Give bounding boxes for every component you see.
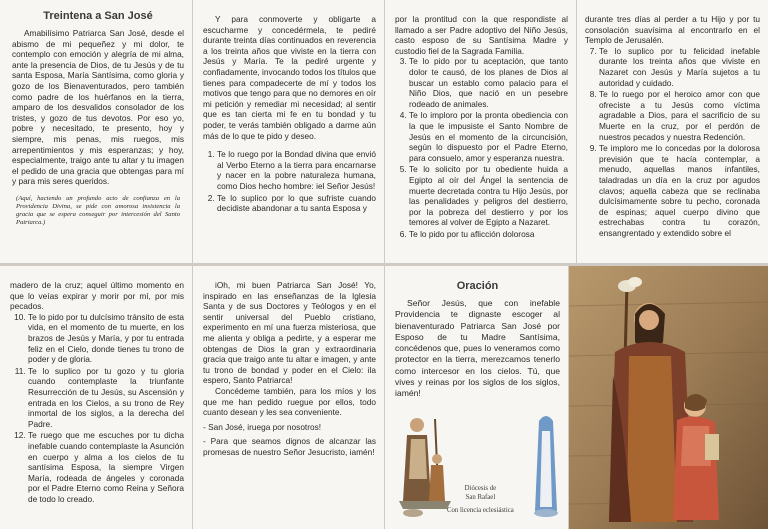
petition-list-7-9 [585,46,760,239]
back-cover-art [395,403,560,523]
virgin-mary-illustration [531,411,561,519]
diocese-credits [447,484,514,515]
petition-item: 2. Te lo suplico por lo que sufriste cuando decidiste abandonar a tu santa Esposa y [217,193,376,214]
petition-list-10-12 [10,312,184,505]
panel-oracion [385,266,568,529]
instruction-note: (Aquí, haciendo un profundo acto de confianza en la Providencia Divina, se pide con amorosa insistencia la gracia que se espera conseguir por intercesión del Santo Patriarca.) [16,194,180,226]
petition-item: 1. Te lo ruego por la Bondad divina que envió al Verbo Eterno a la tierra para encarnarse y nacer en la pobre naturaleza humana, como Dios hecho hombre: iel Señor Jesús! [217,149,376,191]
petition-intro: Y para conmoverte y obligarte a escucharme y concedérmela, te pediré durante treinta días continuados en reverencia a los treinta años que viviste en la tierra con Jesús y María. Te la pediré urgente y confiadamente, invocando todos los títulos que tienes para compadecerte de mí y todos los motivos que tengo para que no demores en oír mi petición y remediar mi necesidad; al sentir que es tan cierta mi fe en tu bondad y tu poder, te verás también obligado a darme aún más de lo que te pido y deseo. [203,14,376,141]
invocation-text: Amabilísimo Patriarca San José, desde el abismo de mi pequeñez y mi dolor, te contemplo con emoción y alegría de mi alma, ante la presencia de Dios, de tu Jesús y de tu santa Esposa, María Santísima, como gloria y gozo de los Bienaventurados, pero también como padre de los huérfanos en la tierra, amparo de los desvalidos consolador de los tristes, y gozo de tus devotos. Por eso yo, pobre y necesitado, te presento, hoy y siempre, mis penas, mis ruegos, mis arrepentimientos y mis esperanzas; y hoy, especialmente, traigo ante tu altar y tu imagen el pedido de una gracia que obtengas para mí y para mis seres queridos. [12,28,184,187]
petition-continuation: durante tres días al perder a tu Hijo y por tu consolación suavísima al encontrarlo en el Templo de Jerusalén. [585,14,760,46]
petition-continuation: madero de la cruz; aquel último momento en que lo veías expirar y morir por mí, por mis pecados. [10,280,184,312]
petition-item: 11. Te lo suplico por tu gozo y tu gloria cuando contemplaste la triunfante Resurrección de tu Jesús, su Ascensión y entrada en los Cielos, a su trono de Rey inmortal de los siglos, a la derecha del Padre. [28,366,184,430]
panel-petition-1 [193,0,384,263]
petition-item: 4. Te lo imploro por la pronta obediencia con la que le impusiste el Santo Nombre de Jesús en el momento de la circuncisión, según lo dispuesto por el Padre Eterno, para consuelo, amor y esperanza nuestra. [409,110,568,163]
closing-request: Concédeme también, para los míos y los que me han pedido ruegue por ellos, todo cuanto desean y les sea conveniente. [203,385,376,418]
petition-item: 6. Te lo pido por tu aflicción dolorosa [409,229,568,240]
petition-item: 7. Te lo suplico por tu felicidad inefable durante los treinta años que viviste en Nazaret con Jesús y María sujetos a tu autoridad y cuidado. [599,46,760,88]
license-line: Con licencia eclesiástica [447,507,514,514]
saint-joseph-statue-image [569,266,768,529]
oracion-title: Oración [456,280,499,292]
holy-family-illustration [395,409,455,521]
petition-item: 9. Te imploro me lo concedas por la dolorosa previsión que te hacía contemplar, a menudo, aquellas manos infantiles, taladradas un día en la cruz por agudos clavos; aquella cabeza que se reclinaba dulcísimamente sobre tu pecho, coronada de espinas; aquel cuerpo divino que estrechabas contra tu corazón, ensangrentado y extendido sobre el [599,143,760,238]
panel-petition-2 [385,0,576,263]
panel-closing-prayer [193,266,384,529]
petition-item: 3. Te lo pido por tu aceptación, que tanto dolor te causó, de los planes de Dios al buscar un establo como palacio para el Niño Dios, que nació en un pesebre rodeado de animales. [409,56,568,109]
petition-list-1-2 [203,149,376,214]
panel-petition-4 [0,266,192,529]
leaflet-title: Treintena a San José [43,10,153,22]
petition-item: 8. Te lo ruego por el heroico amor con que ofreciste a tu Jesús como víctima agradable a Dios, para el sacrificio de su Muerte en la cruz, por el perdón de nuestros pecados y nuestra Redención. [599,89,760,142]
response-line-1: - San José, iruega por nosotros! [203,421,322,432]
diocese-line-2: San Rafael [465,494,496,501]
oracion-text: Señor Jesús, que con inefable Providencia te dignaste escoger al bienaventurado Patriarca San José por Esposo de tu Madre Santísima, concédenos que, pues lo veneramos como protector en la tierra, merezcamos tenerlo como intercesor en los cielos. Tú, que vives y reinas por los siglos de los siglos, iamén! [395,298,560,399]
petition-list-3-6 [395,56,568,239]
petition-continuation: por la prontitud con la que respondiste al llamado a ser Padre adoptivo del Niño Jesús, casto esposo de su Santísima Madre y custodio fiel de la Sagrada Familia. [395,14,568,56]
petition-item: 12. Te ruego que me escuches por tu dicha inefable cuando contemplaste la Asunción en cuerpo y alma a los cielos de tu santísima Esposa, la siempre Virgen María, rodeada de ángeles y coronada por el Padre Eterno como Reina y Señora de todo lo creado. [28,430,184,504]
petition-item: 5. Te lo solicito por tu obediente huida a Egipto al oír del Ángel la sentencia de muerte decretada contra tu Hijo Jesús, por las penalidades y peligros del destierro, por la pobreza del destierro y por los temores al volver de Egipto a Nazaret. [409,164,568,228]
closing-paragraph: iOh, mi buen Patriarca San José! Yo, inspirado en las enseñanzas de la Iglesia Santa y de sus Doctores y Teólogos y en el sentir universal del Pueblo cristiano, experimento en mí una fuerza misteriosa, que me alienta y obliga a pedirte, y a esperar me obtengas de Dios la gran y extraordinaria gracia que traigo ante tu altar e imagen, y ante tu trono de bondad y poder en el Cielo: ila espero, Santo Patriarca! [203,280,376,386]
petition-item: 10. Te lo pido por tu dulcísimo tránsito de esta vida, en el momento de tu muerte, en los brazos de Jesús y María, y por tu entrada feliz en el Cielo, donde tienes tu trono de poder y de gloria. [28,312,184,365]
panel-petition-3 [577,0,768,263]
response-line-2: - Para que seamos dignos de alcanzar las promesas de nuestro Señor Jesucristo, iamén! [203,436,376,457]
diocese-line-1: Diócesis de [464,485,497,492]
panel-treintena-intro [0,0,192,263]
saint-joseph-photo [569,266,768,529]
